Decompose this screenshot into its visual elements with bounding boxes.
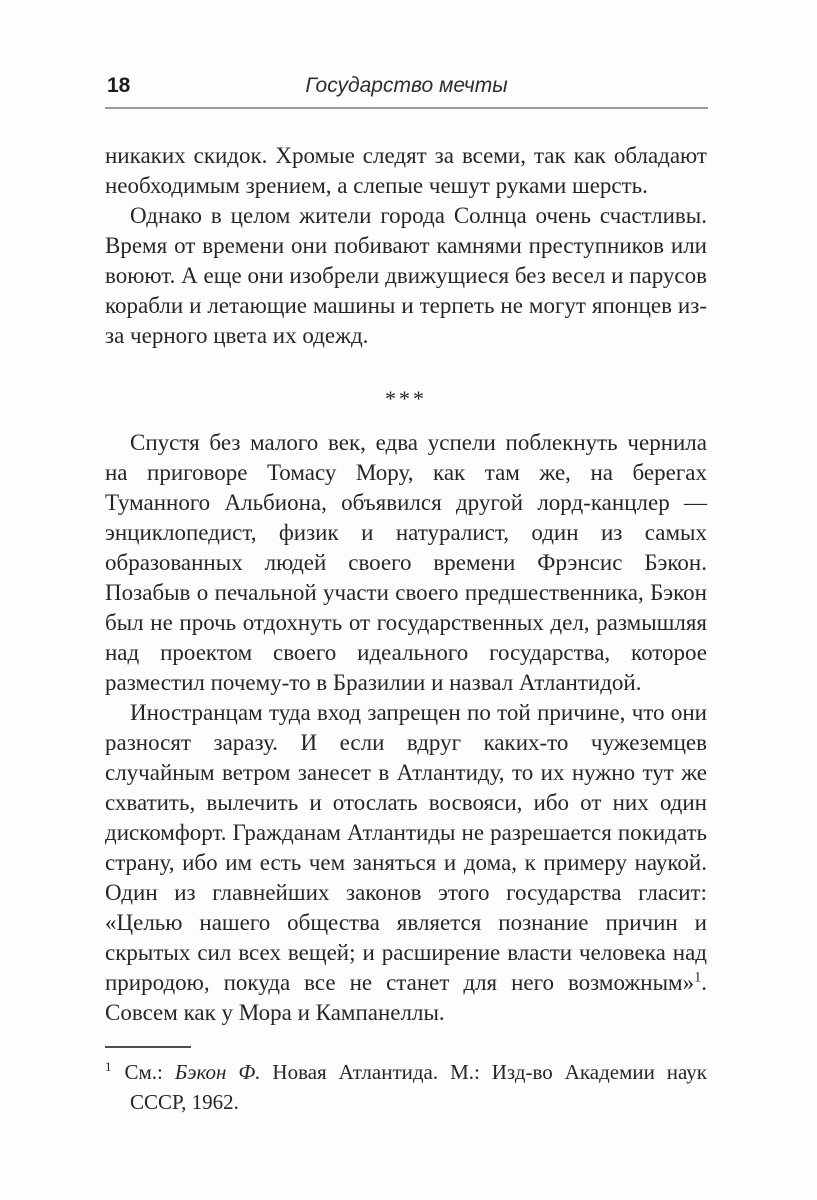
italic-citation-author: Бэкон Ф. <box>174 1060 261 1084</box>
page-number: 18 <box>107 74 131 97</box>
footnote <box>105 1057 707 1117</box>
text-run: никаких скидок. Хромые следят за всеми, так как обладают необходимым зрением, а слепые чешут руками шерсть. <box>105 143 707 198</box>
paragraph <box>105 428 707 698</box>
text-run: Однако в целом жители города Солнца очень счастливы. Время от времени они побивают камнями преступников или воюют. А еще они изобрели движущиеся без весел и парусов корабли и летающие машины и терпеть не могут японцев из-за черного цвета их одежд. <box>105 203 707 348</box>
section-separator: *** <box>385 386 427 411</box>
paragraph <box>105 698 707 1028</box>
running-title: Государство мечты <box>305 74 508 97</box>
page-body <box>105 141 707 1028</box>
paragraph <box>105 201 707 351</box>
footnote-area <box>105 1046 707 1117</box>
paragraph <box>105 141 707 201</box>
text-run: Новая Атлантида. М.: Изд-во Академии наук СССР, 1962. <box>130 1060 707 1114</box>
text-run: . Совсем как у Мора и Кампанеллы. <box>105 970 707 1025</box>
page-header <box>105 74 708 109</box>
text-run: Иностранцам туда вход запрещен по той причине, что они разносят заразу. И если вдруг каких-то чужеземцев случайным ветром занесет в Атлантиду, то их нужно тут же схватить, вылечить и отослать восвояси, ибо от них один дискомфорт. Гражданам Атлантиды не разрешается покидать страну, ибо им есть чем заняться и дома, к примеру наукой. Один из главнейших законов этого государства гласит: «Целью нашего общества является познание причин и скрытых сил всех вещей; и расширение власти человека над природою, покуда все не станет для него возможным» <box>105 700 707 995</box>
footnote-marker: 1 <box>105 1059 112 1074</box>
footnote-marker-ref: 1 <box>694 969 702 986</box>
text-run: Спустя без малого век, едва успели поблекнуть чернила на приговоре Томасу Мору, как там же, на берегах Туманного Альбиона, объявился другой лорд-канцлер — энциклопедист, физик и натуралист, один из самых образованных людей своего времени Фрэнсис Бэкон. Позабыв о печальной участи своего предшественника, Бэкон был не прочь отдохнуть от государственных дел, размышляя над проектом своего идеального государства, которое разместил почему-то в Бразилии и назвал Атлантидой. <box>105 430 707 695</box>
footnote-rule <box>105 1046 191 1048</box>
text-run: См.: <box>124 1060 175 1084</box>
